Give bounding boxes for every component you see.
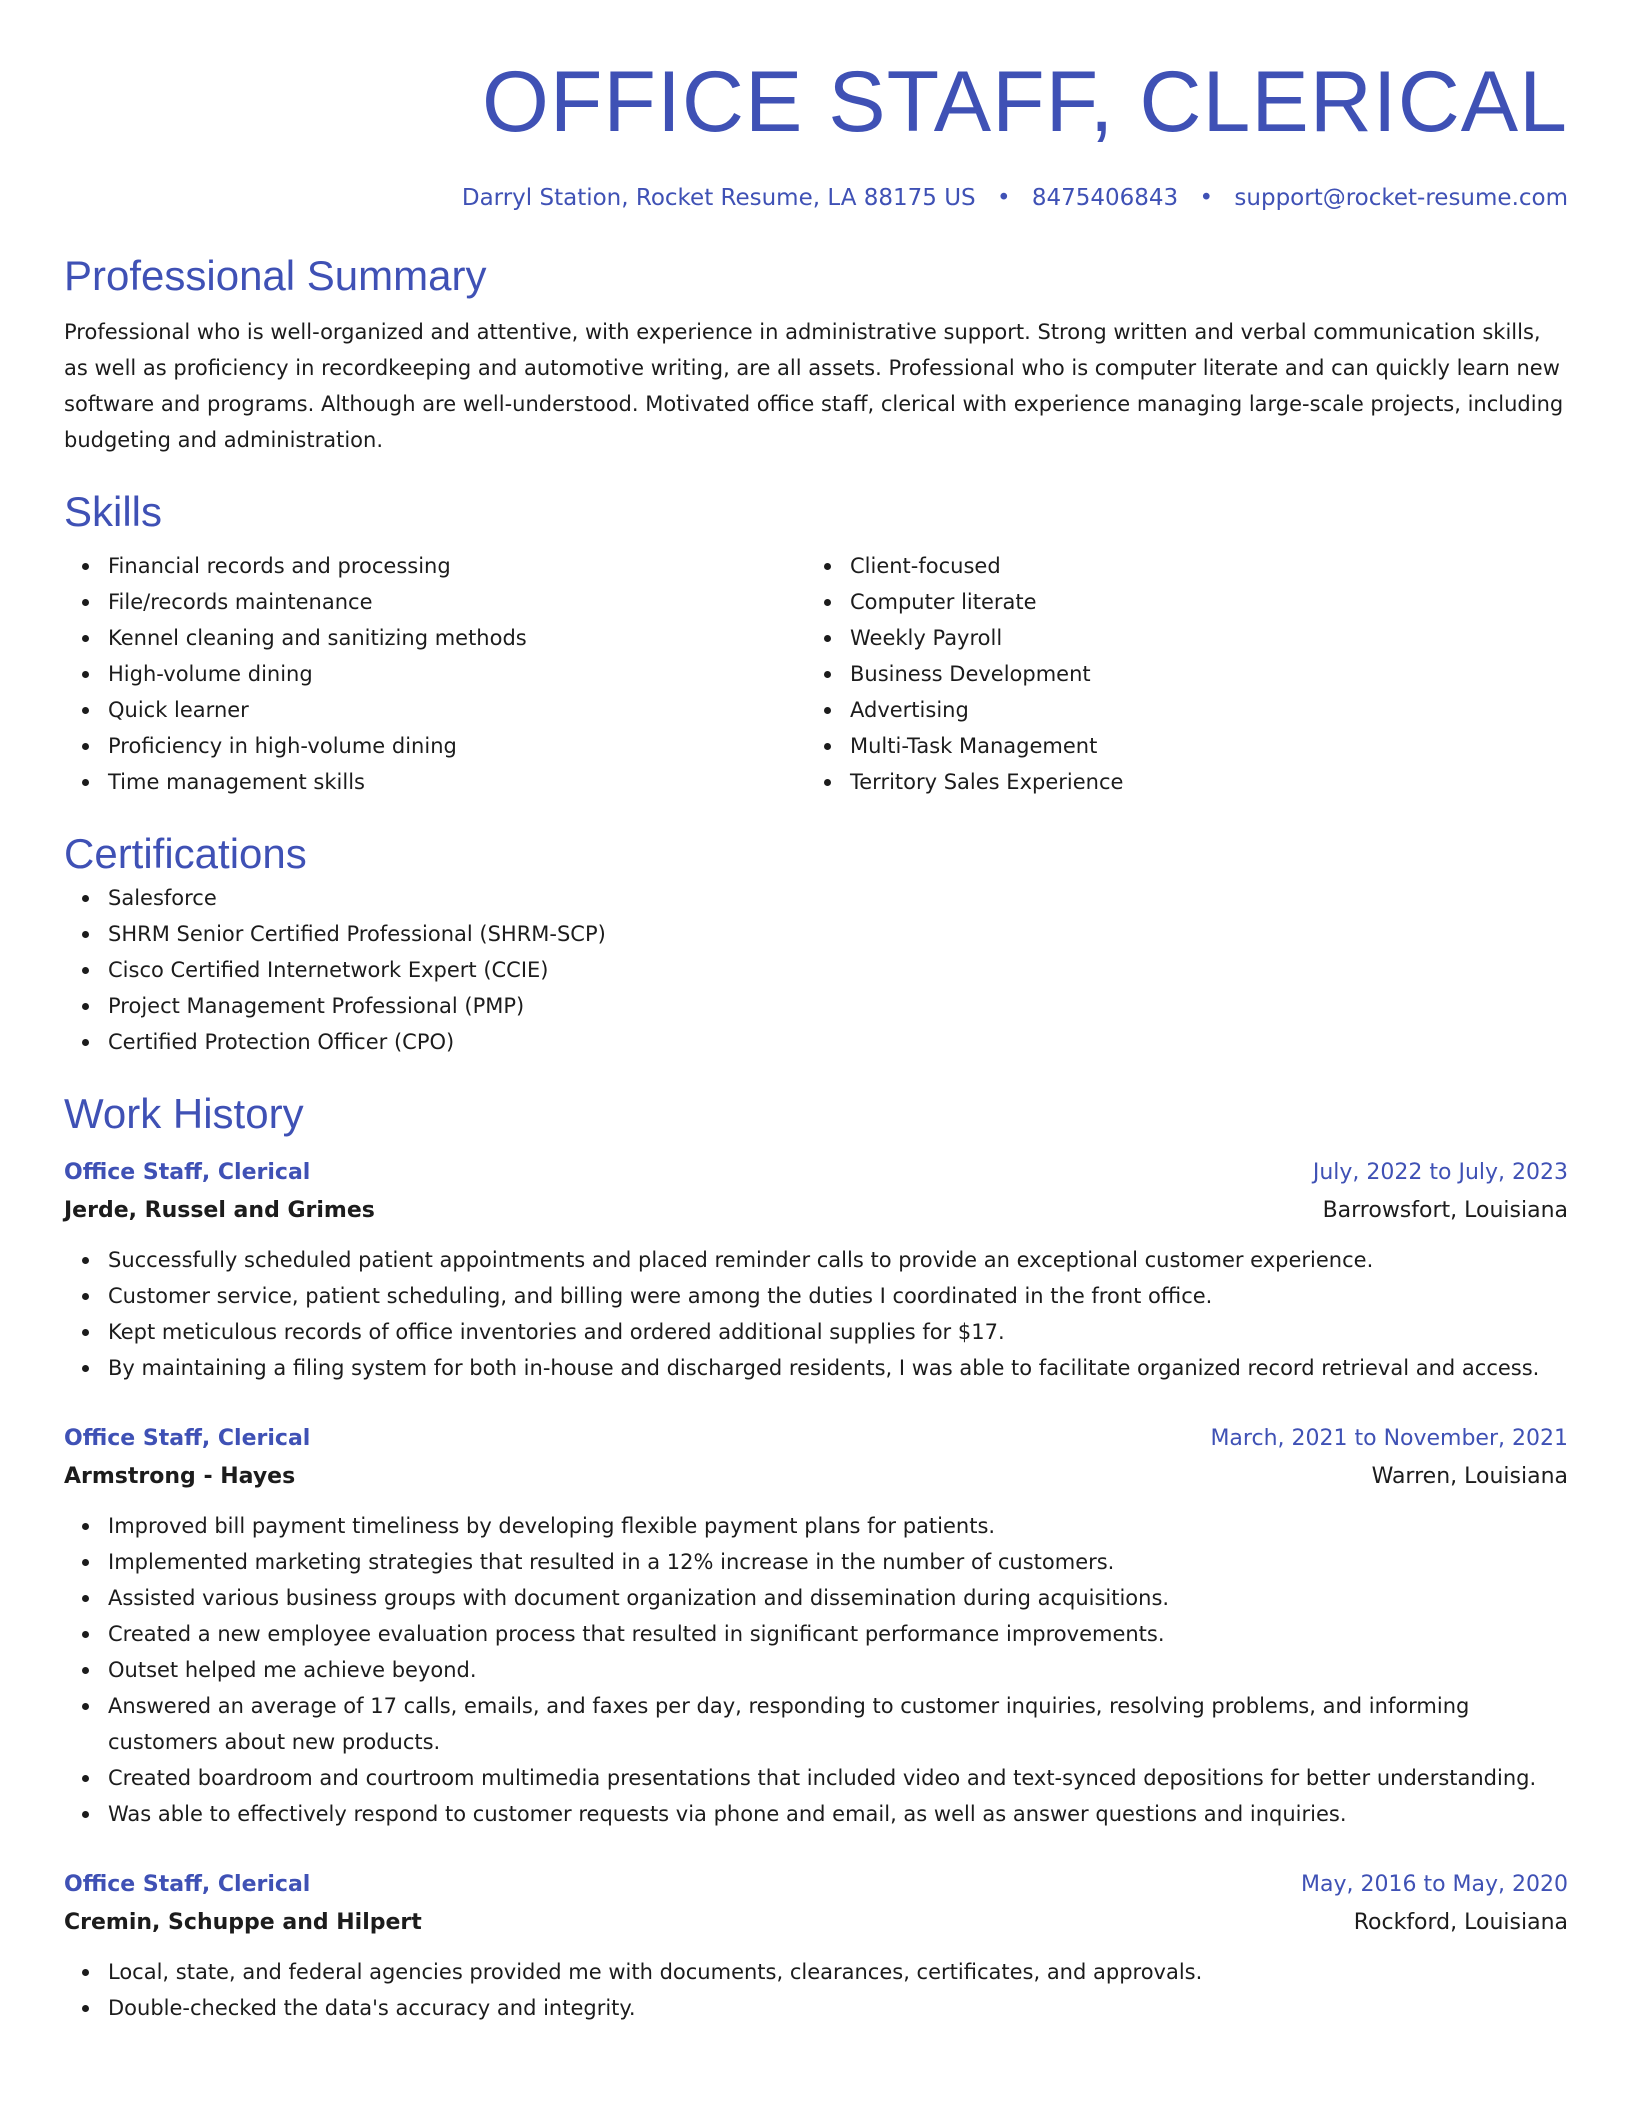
certification-item: Certified Protection Officer (CPO) — [108, 1024, 1568, 1060]
job-company: Cremin, Schuppe and Hilpert — [64, 1910, 422, 1935]
skill-item: Client-focused — [850, 548, 1548, 584]
job-company: Jerde, Russel and Grimes — [64, 1198, 375, 1223]
contact-email[interactable]: support@rocket-resume.com — [1234, 185, 1568, 211]
skill-item: Business Development — [850, 656, 1548, 692]
skills-list-left — [64, 548, 806, 800]
contact-line — [64, 182, 1568, 214]
certifications-list — [64, 880, 1568, 1060]
skills-list-right — [806, 548, 1548, 800]
skill-item: File/records maintenance — [108, 584, 806, 620]
job-company-row — [64, 1458, 1568, 1496]
job-header-row — [64, 1154, 1568, 1192]
job-duty: Customer service, patient scheduling, and billing were among the duties I coordinated in the front office. — [108, 1278, 1568, 1314]
skill-item: Territory Sales Experience — [850, 764, 1548, 800]
certification-item: SHRM Senior Certified Professional (SHRM-SCP) — [108, 916, 1568, 952]
job-duty: Created a new employee evaluation process that resulted in significant performance improvements. — [108, 1616, 1568, 1652]
job-duty: By maintaining a filing system for both in-house and discharged residents, I was able to facilitate organized record retrieval and access. — [108, 1350, 1568, 1386]
job-dates: March, 2021 to November, 2021 — [1210, 1426, 1568, 1451]
job-duty: Answered an average of 17 calls, emails, and faxes per day, responding to customer inquiries, resolving problems, and informing customers about new products. — [108, 1688, 1568, 1760]
job-duty: Implemented marketing strategies that resulted in a 12% increase in the number of customers. — [108, 1544, 1568, 1580]
job-location: Warren, Louisiana — [1371, 1464, 1568, 1489]
skill-item: Proficiency in high-volume dining — [108, 728, 806, 764]
job-duty: Assisted various business groups with document organization and dissemination during acquisitions. — [108, 1580, 1568, 1616]
job-entry — [64, 1866, 1568, 2026]
contact-separator: • — [996, 185, 1011, 211]
certification-item: Project Management Professional (PMP) — [108, 988, 1568, 1024]
skill-item: Quick learner — [108, 692, 806, 728]
skill-item: Multi-Task Management — [850, 728, 1548, 764]
contact-address: Darryl Station, Rocket Resume, LA 88175 US — [461, 185, 976, 211]
job-company-row — [64, 1192, 1568, 1230]
job-entry — [64, 1420, 1568, 1832]
job-duties-list — [64, 1954, 1568, 2026]
job-duties-list — [64, 1242, 1568, 1386]
skill-item: Financial records and processing — [108, 548, 806, 584]
job-dates: May, 2016 to May, 2020 — [1301, 1872, 1568, 1897]
certification-item: Salesforce — [108, 880, 1568, 916]
job-company-row — [64, 1904, 1568, 1942]
skills-heading: Skills — [64, 488, 163, 535]
skill-item: Weekly Payroll — [850, 620, 1548, 656]
skill-item: Time management skills — [108, 764, 806, 800]
skills-column-left — [64, 548, 806, 800]
skill-item: Kennel cleaning and sanitizing methods — [108, 620, 806, 656]
job-role: Office Staff, Clerical — [64, 1160, 311, 1185]
job-duty: Was able to effectively respond to customer requests via phone and email, as well as answer questions and inquiries. — [108, 1796, 1568, 1832]
job-header-row — [64, 1420, 1568, 1458]
certification-item: Cisco Certified Internetwork Expert (CCIE) — [108, 952, 1568, 988]
skill-item: High-volume dining — [108, 656, 806, 692]
job-duties-list — [64, 1508, 1568, 1832]
job-duty: Double-checked the data's accuracy and integrity. — [108, 1990, 1568, 2026]
skill-item: Advertising — [850, 692, 1548, 728]
contact-phone: 8475406843 — [1031, 185, 1179, 211]
job-dates: July, 2022 to July, 2023 — [1312, 1160, 1568, 1185]
contact-separator: • — [1199, 185, 1214, 211]
job-duty: Created boardroom and courtroom multimedia presentations that included video and text-synced depositions for better understanding. — [108, 1760, 1568, 1796]
job-duty: Local, state, and federal agencies provided me with documents, clearances, certificates, and approvals. — [108, 1954, 1568, 1990]
work-history-heading: Work History — [64, 1090, 304, 1137]
job-duty: Successfully scheduled patient appointments and placed reminder calls to provide an exceptional customer experience. — [108, 1242, 1568, 1278]
job-company: Armstrong - Hayes — [64, 1464, 296, 1489]
job-role: Office Staff, Clerical — [64, 1872, 311, 1897]
job-entry — [64, 1154, 1568, 1386]
job-location: Rockford, Louisiana — [1353, 1910, 1568, 1935]
resume-header — [64, 0, 1568, 214]
summary-text: Professional who is well-organized and attentive, with experience in administrative support. Strong written and verbal communication skills, as well as proficiency in recordkeeping and automotive writing, are all assets. Professional who is computer literate and can quickly learn new software and programs. Although are well-understood. Motivated office staff, clerical with experience managing large-scale projects, including budgeting and administration. — [64, 320, 1564, 452]
summary-heading: Professional Summary — [64, 252, 487, 299]
job-location: Barrowsfort, Louisiana — [1322, 1198, 1568, 1223]
candidate-title: OFFICE STAFF, CLERICAL — [482, 54, 1568, 150]
skill-item: Computer literate — [850, 584, 1548, 620]
certifications-heading: Certifications — [64, 830, 307, 877]
skills-columns — [64, 548, 1568, 800]
job-header-row — [64, 1866, 1568, 1904]
job-duty: Kept meticulous records of office inventories and ordered additional supplies for $17. — [108, 1314, 1568, 1350]
job-role: Office Staff, Clerical — [64, 1426, 311, 1451]
skills-column-right — [806, 548, 1548, 800]
job-duty: Improved bill payment timeliness by developing flexible payment plans for patients. — [108, 1508, 1568, 1544]
job-duty: Outset helped me achieve beyond. — [108, 1652, 1568, 1688]
